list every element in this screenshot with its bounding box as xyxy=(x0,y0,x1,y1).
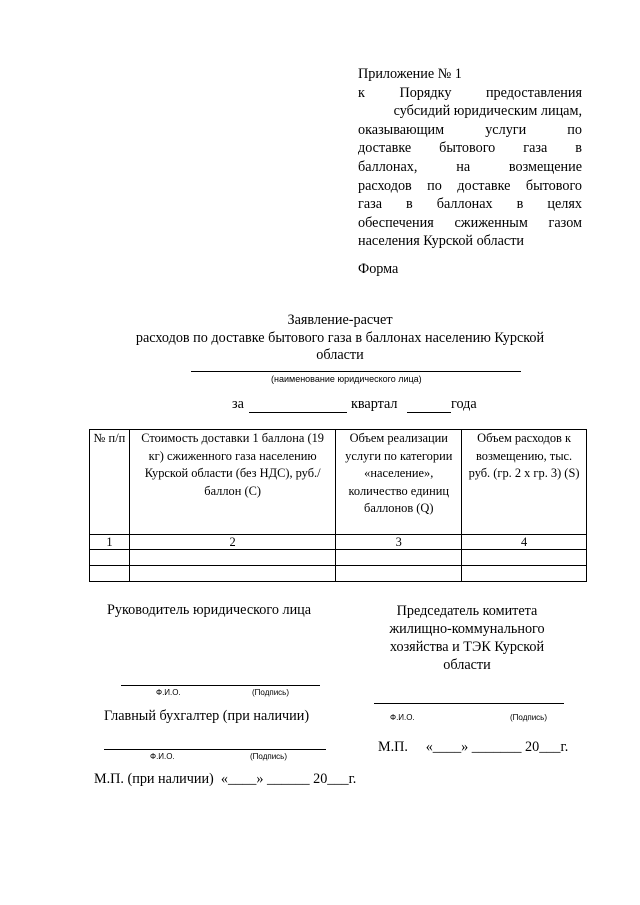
table-header-row xyxy=(90,430,587,535)
empty-cell xyxy=(462,566,587,582)
header-cell: Стоимость доставки 1 баллона (19 кг) сжиженного газа населению Курской области (без НДС), руб./баллон (С) xyxy=(129,430,335,535)
period-za: за xyxy=(232,396,244,412)
fio-caption: Ф.И.О. xyxy=(156,688,181,697)
org-name-line xyxy=(191,371,521,372)
fio-caption-right: Ф.И.О. xyxy=(390,713,415,722)
year-blank xyxy=(407,412,451,413)
chairman-signature-line xyxy=(374,703,564,704)
chief-accountant: Главный бухгалтер (при наличии) xyxy=(104,708,310,724)
stamp-date-right: М.П. «____» _______ 20___г. xyxy=(378,739,569,755)
column-number: 4 xyxy=(462,535,587,550)
empty-cell xyxy=(129,566,335,582)
period-year: года xyxy=(451,396,477,412)
appendix-line: обеспечения сжиженным газом xyxy=(358,214,582,231)
appendix-block xyxy=(358,65,582,251)
committee-chairman xyxy=(372,602,562,674)
column-number: 1 xyxy=(90,535,130,550)
signature-caption: (Подпись) xyxy=(252,688,289,697)
header-cell: Объем реализации услуги по категории «население», количество единиц баллонов (Q) xyxy=(336,430,462,535)
period-quarter: квартал xyxy=(351,396,398,412)
empty-cell xyxy=(462,550,587,566)
chairman-line: жилищно-коммунального xyxy=(389,621,545,637)
org-name-caption: (наименование юридического лица) xyxy=(271,374,422,384)
calculation-table xyxy=(89,429,587,582)
chairman-line: хозяйства и ТЭК Курской xyxy=(389,639,545,655)
document-subtitle-cont: области xyxy=(316,347,364,363)
table-numbers-row xyxy=(90,535,587,550)
empty-cell xyxy=(129,550,335,566)
fio-caption: Ф.И.О. xyxy=(150,752,175,761)
head-of-legal-entity: Руководитель юридического лица xyxy=(107,602,312,618)
appendix-line: газа в баллонах в целях xyxy=(358,196,582,213)
appendix-line: расходов по доставке бытового xyxy=(358,177,582,194)
table-row xyxy=(90,550,587,566)
signature-caption-right: (Подпись) xyxy=(510,713,547,722)
appendix-line: субсидий юридическим лицам, xyxy=(393,103,582,120)
header-cell: Объем расходов к возмещению, тыс. руб. (гр. 2 х гр. 3) (S) xyxy=(462,430,587,535)
empty-cell xyxy=(336,566,462,582)
column-number: 2 xyxy=(129,535,335,550)
appendix-line: оказывающим услуги по xyxy=(358,121,582,138)
quarter-blank xyxy=(249,412,347,413)
appendix-line: к Порядку предоставления xyxy=(358,84,582,101)
accountant-signature-line xyxy=(104,749,326,750)
signature-caption: (Подпись) xyxy=(250,752,287,761)
stamp-date-left: М.П. (при наличии) «____» ______ 20___г. xyxy=(94,771,357,787)
form-label: Форма xyxy=(358,261,399,277)
empty-cell xyxy=(336,550,462,566)
document-subtitle: расходов по доставке бытового газа в баллонах населению Курской xyxy=(135,330,545,346)
column-number: 3 xyxy=(336,535,462,550)
empty-cell xyxy=(90,566,130,582)
chairman-line: области xyxy=(443,657,491,673)
table-row xyxy=(90,566,587,582)
head-signature-line xyxy=(121,685,320,686)
document-title: Заявление-расчет xyxy=(287,312,393,328)
empty-cell xyxy=(90,550,130,566)
appendix-line: доставке бытового газа в xyxy=(358,140,582,157)
chairman-line: Председатель комитета xyxy=(396,603,538,619)
appendix-line: населения Курской области xyxy=(358,233,525,250)
header-cell: № п/п xyxy=(90,430,130,535)
appendix-line: баллонах, на возмещение xyxy=(358,158,582,175)
appendix-line: Приложение № 1 xyxy=(358,66,462,82)
